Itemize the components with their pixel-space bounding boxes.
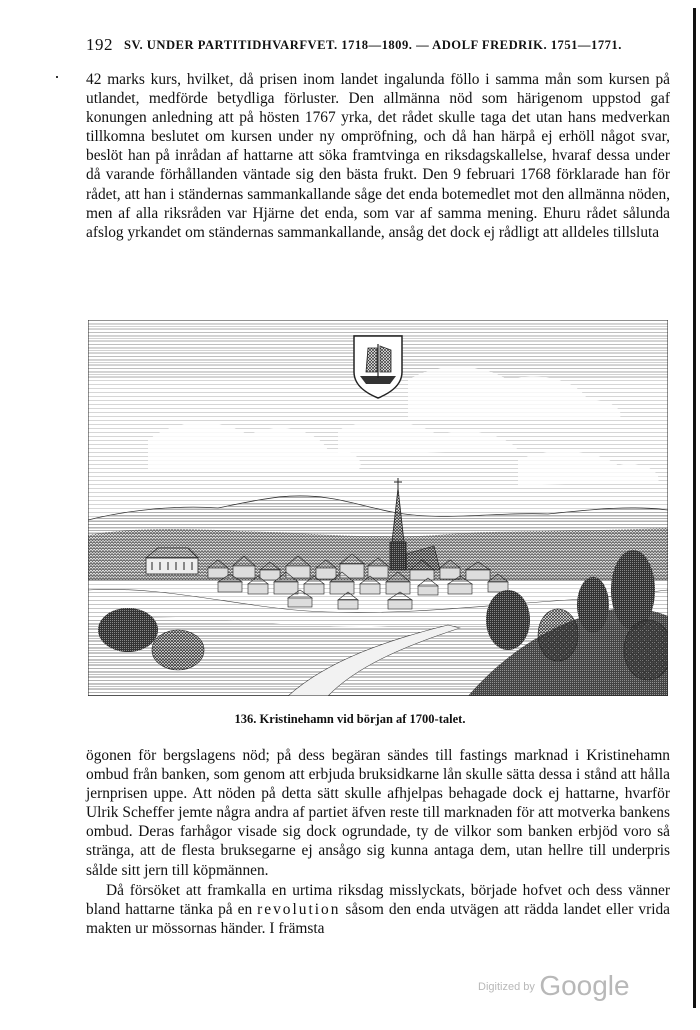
paragraph-3-end: såsom den enda utvägen att rädda landet eller vrida makten ur mössornas händer. I främsta [86,901,671,938]
page-number: 192 [86,35,113,54]
paragraph-3 [86,881,670,938]
town-engraving [88,320,668,696]
large-building [146,548,198,574]
margin-mark [56,76,58,78]
engraving-illustration [88,320,668,696]
google-logo-text: Google [539,970,630,1001]
paragraph-2-text: ögonen för bergslagens nöd; på dess begäran sändes till fastings marknad i Kristinehamn ombud från banken, som genom att erbjuda bruksidkarne lån skulle sätta dessa i stånd att hålla jernprisen uppe. Att nöden på detta sätt skulle afhjelpas behagade dock ej hattarne, hvarför Ulrik Scheffer jemte några andra af partiet äfven reste till marknaden för att motverka bankens ombud. Deras farhågor visade sig dock ogrundade, ty de vilkor som banken erbjöd voro så stränga, att de flesta bruksegarne ej ansågo sig kunna antaga dem, utan hellre till underpris sålde sitt jern till köpmännen. [86,747,670,879]
paragraph-2 [86,746,670,880]
watermark-prefix: Digitized by [478,981,535,993]
running-header [86,35,670,57]
emphasized-word: revolution [257,901,341,919]
page-edge-rule [693,8,696,1008]
paragraph-3-start: Då försöket att framkalla en urtima riksdag misslyckats, började hofvet och dess vänner bland hattarne tänka på en [86,882,670,919]
running-title: SV. UNDER PARTITIDHVARFVET. 1718—1809. — ADOLF FREDRIK. 1751—1771. [124,38,622,52]
digitization-watermark [478,970,630,1002]
paragraph-1 [86,70,670,242]
paragraph-1-text: 42 marks kurs, hvilket, då prisen inom landet ingalunda föllo i samma mån som kursen på utlandet, medförde betydliga förluster. Den allmänna nöd som härigenom uppstod gaf konungen anledning att på hösten 1767 yrka, det rådet skulle taga det utan hans medverkan tillkomna beslutet om kursen under ny ompröfning, och då han härpå ej erhöll något svar, beslöt han på inrådan af hattarne att söka framtvinga en riksdagskallelse, hvaraf dessa under då varande förhållanden väntade sig den bästa frukt. Den 9 februari 1768 förklarade han för rådet, att han i ständernas sammankallande såge det enda botemedlet mot den allmänna nöden, men af alla riksråden var Hjärne det enda, som var af samma mening. Ehuru rådet sålunda afslog yrkandet om ständernas sammankallande, ansåg det dock ej rådligt att alldeles tillsluta [86,71,670,241]
paragraph-3-text [86,881,670,938]
figure-caption: 136. Kristinehamn vid början af 1700-talet. [234,712,466,726]
coat-of-arms [354,336,402,398]
